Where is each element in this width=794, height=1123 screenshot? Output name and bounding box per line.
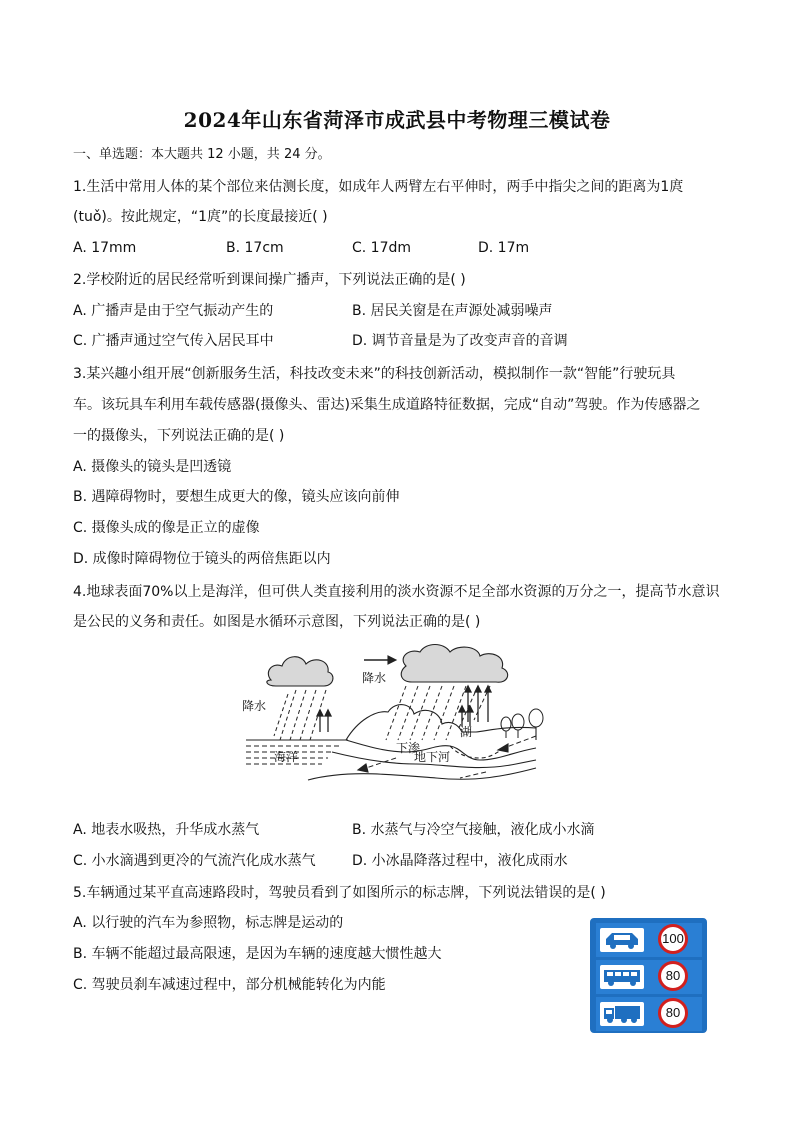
q2-stem: 2.学校附近的居民经常听到课间操广播声，下列说法正确的是( ) <box>73 272 466 288</box>
q1-stem-line1: 1.生活中常用人体的某个部位来估测长度，如成年人两臂左右平伸时，两手中指尖之间的距离为1庹 <box>73 179 684 195</box>
cloud-right-shape <box>401 645 507 683</box>
q5-stem: 5.车辆通过某平直高速路段时，驾驶员看到了如图所示的标志牌，下列说法错误的是( ) <box>73 885 606 901</box>
q3-option-b: B. 遇障碍物时，要想生成更大的像，镜头应该向前伸 <box>73 489 400 505</box>
label-lake: 湖 <box>460 725 473 739</box>
q4-option-b: B. 水蒸气与冷空气接触，液化成小水滴 <box>352 822 595 838</box>
q5-option-a: A. 以行驶的汽车为参照物，标志牌是运动的 <box>73 915 344 931</box>
q3-stem-line2: 车。该玩具车利用车载传感器(摄像头、雷达)采集生成道路特征数据，完成“自动”驾驶。作为传感器之 <box>73 397 701 413</box>
q2-option-b: B. 居民关窗是在声源处减弱噪声 <box>352 303 553 319</box>
q3-option-d: D. 成像时障碍物位于镜头的两倍焦距以内 <box>73 551 331 567</box>
speed-limit-car: 100 <box>658 924 688 954</box>
q2-option-a: A. 广播声是由于空气振动产生的 <box>73 303 274 319</box>
section-heading: 一、单选题：本大题共 12 小题，共 24 分。 <box>73 147 331 162</box>
label-rain-left: 降水 <box>242 699 267 713</box>
q1-option-c: C. 17dm <box>352 240 412 256</box>
speed-limit-truck: 80 <box>658 998 688 1028</box>
page-title: 2024年山东省菏泽市成武县中考物理三模试卷 <box>183 108 611 132</box>
q1-option-b: B. 17cm <box>226 240 284 256</box>
water-cycle-figure <box>236 640 560 790</box>
q3-stem-line3: 一的摄像头，下列说法正确的是( ) <box>73 428 285 444</box>
q4-stem-line2: 是公民的义务和责任。如图是水循环示意图，下列说法正确的是( ) <box>73 614 481 630</box>
q4-stem-line1: 4.地球表面70%以上是海洋，但可供人类直接利用的淡水资源不足全部水资源的万分之一，提高节水意识 <box>73 584 720 600</box>
label-seep: 下渗 <box>396 741 421 755</box>
q5-option-c: C. 驾驶员刹车减速过程中，部分机械能转化为内能 <box>73 977 386 993</box>
car-icon <box>600 928 644 952</box>
label-underground-river: 地下河 <box>414 750 451 764</box>
q5-option-b: B. 车辆不能超过最高限速，是因为车辆的速度越大惯性越大 <box>73 946 442 962</box>
label-ocean: 海洋 <box>274 750 299 764</box>
q4-option-a: A. 地表水吸热，升华成水蒸气 <box>73 822 260 838</box>
q1-option-a: A. 17mm <box>73 240 137 256</box>
bus-icon <box>600 965 644 989</box>
q2-option-d: D. 调节音量是为了改变声音的音调 <box>352 333 568 349</box>
sign-row-car <box>596 923 702 957</box>
truck-icon <box>600 1002 644 1026</box>
cloud-left-shape <box>267 657 333 686</box>
sign-row-bus <box>596 960 702 994</box>
q3-stem-line1: 3.某兴趣小组开展“创新服务生活，科技改变未来”的科技创新活动，模拟制作一款“智能”行驶玩具 <box>73 366 676 382</box>
q3-option-a: A. 摄像头的镜头是凹透镜 <box>73 459 232 475</box>
speed-limit-sign <box>590 918 707 1033</box>
q3-option-c: C. 摄像头成的像是正立的虚像 <box>73 520 260 536</box>
q2-option-c: C. 广播声通过空气传入居民耳中 <box>73 333 274 349</box>
q1-stem-line2: (tuǒ)。按此规定，“1庹”的长度最接近( ) <box>73 209 328 225</box>
label-rain-top: 降水 <box>362 671 387 685</box>
speed-limit-bus: 80 <box>658 961 688 991</box>
q4-option-c: C. 小水滴遇到更冷的气流汽化成水蒸气 <box>73 853 316 869</box>
q1-option-d: D. 17m <box>478 240 530 256</box>
q4-option-d: D. 小冰晶降落过程中，液化成雨水 <box>352 853 568 869</box>
sign-row-truck <box>596 997 702 1031</box>
